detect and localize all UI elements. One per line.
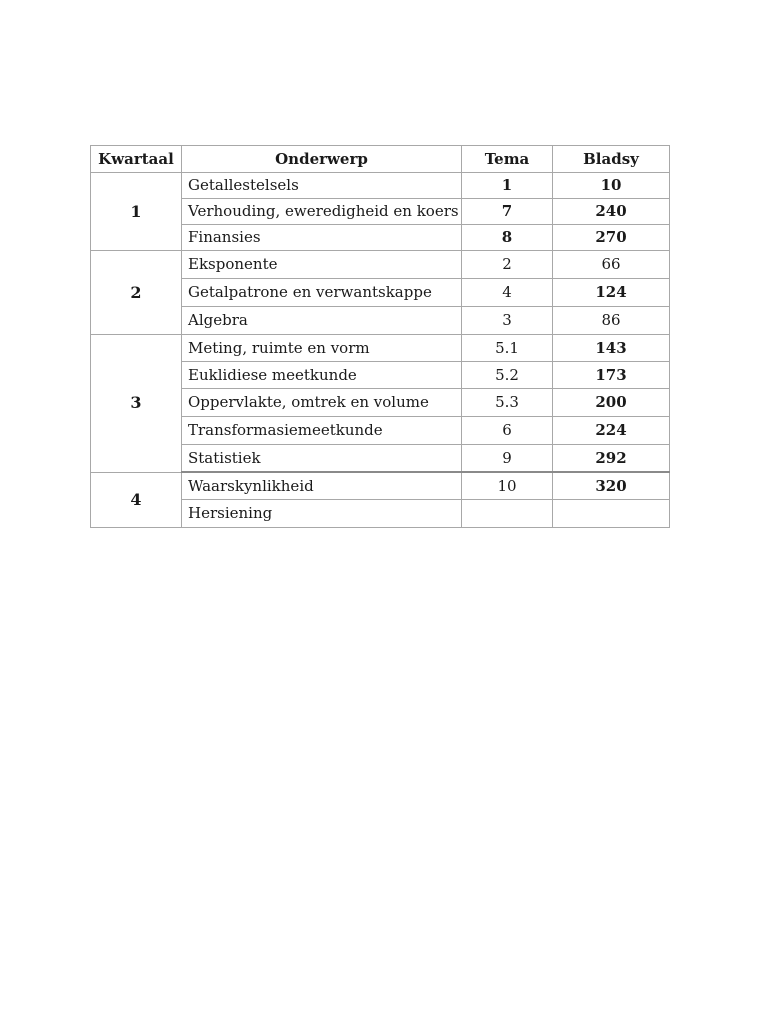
topic-cell: Meting, ruimte en vorm: [182, 335, 462, 362]
theme-cell: 2: [462, 251, 553, 279]
topic-cell: Hersiening: [182, 500, 462, 528]
page-cell: 224: [553, 417, 670, 445]
page-cell: 86: [553, 307, 670, 335]
header-onderwerp: Onderwerp: [182, 146, 462, 173]
page-cell: 320: [553, 472, 670, 500]
theme-cell: 5.2: [462, 362, 553, 389]
page-cell: 292: [553, 445, 670, 473]
theme-cell: 3: [462, 307, 553, 335]
header-bladsy: Bladsy: [553, 146, 670, 173]
topic-cell: Verhouding, eweredigheid en koers: [182, 199, 462, 225]
theme-cell: 6: [462, 417, 553, 445]
page-cell: 270: [553, 225, 670, 251]
term-cell: 3: [91, 335, 182, 473]
header-row: [91, 146, 670, 173]
theme-cell: 5.3: [462, 389, 553, 417]
topic-cell: Euklidiese meetkunde: [182, 362, 462, 389]
header-tema: Tema: [462, 146, 553, 173]
table-row: [91, 173, 670, 199]
table-row: [91, 251, 670, 279]
page-cell: 124: [553, 279, 670, 307]
theme-cell: 9: [462, 445, 553, 473]
topic-cell: Waarskynlikheid: [182, 472, 462, 500]
page-cell: 10: [553, 173, 670, 199]
theme-cell: 10: [462, 472, 553, 500]
page-cell: 240: [553, 199, 670, 225]
topic-cell: Getalpatrone en verwantskappe: [182, 279, 462, 307]
topic-cell: Finansies: [182, 225, 462, 251]
term-schedule-table: [90, 145, 670, 528]
topic-cell: Algebra: [182, 307, 462, 335]
theme-cell: 5.1: [462, 335, 553, 362]
topic-cell: Oppervlakte, omtrek en volume: [182, 389, 462, 417]
page-cell: [553, 500, 670, 528]
topic-cell: Getallestelsels: [182, 173, 462, 199]
theme-cell: [462, 500, 553, 528]
term-cell: 4: [91, 472, 182, 528]
table-row: [91, 335, 670, 362]
theme-cell: 8: [462, 225, 553, 251]
header-kwartaal: Kwartaal: [91, 146, 182, 173]
page-cell: 173: [553, 362, 670, 389]
theme-cell: 4: [462, 279, 553, 307]
page-cell: 143: [553, 335, 670, 362]
table-row: [91, 472, 670, 500]
topic-cell: Eksponente: [182, 251, 462, 279]
theme-cell: 1: [462, 173, 553, 199]
topic-cell: Transformasiemeetkunde: [182, 417, 462, 445]
page-cell: 66: [553, 251, 670, 279]
term-cell: 2: [91, 251, 182, 335]
topic-cell: Statistiek: [182, 445, 462, 473]
page-cell: 200: [553, 389, 670, 417]
term-cell: 1: [91, 173, 182, 251]
theme-cell: 7: [462, 199, 553, 225]
